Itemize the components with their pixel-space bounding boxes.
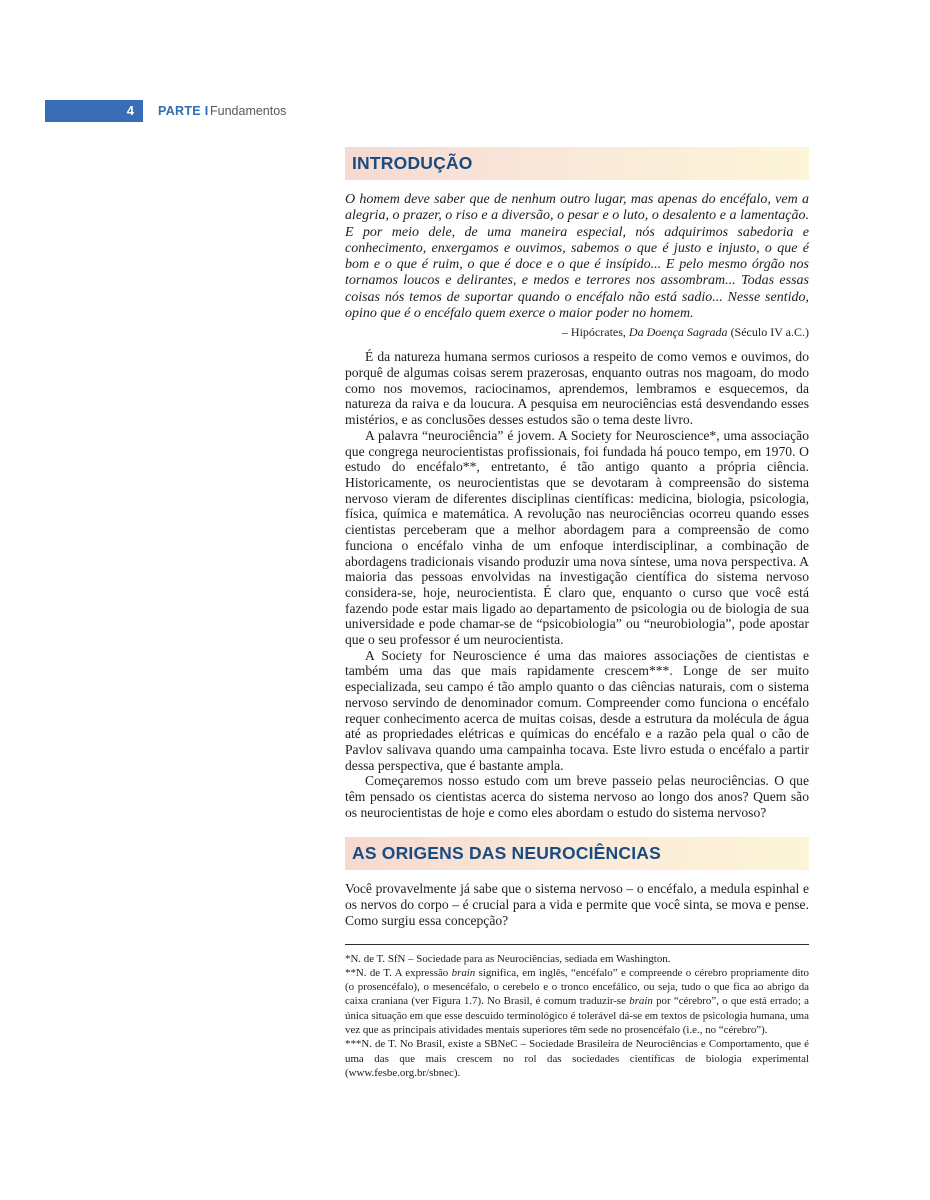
intro-paragraph: É da natureza humana sermos curiosos a respeito de como vemos e ouvimos, do porquê de algumas coisas serem prazerosas, enquanto outras nos magoam, do modo como nos movemos, raciocinamos, aprendemos, lembramos e esquecemos, da natureza da raiva e da loucura. A pesquisa em neurociências está desvendando esses mistérios, e as conclusões desses estudos são o tema deste livro.	[345, 349, 809, 428]
footnote-2-italic-term: brain	[629, 995, 653, 1008]
page-number: 4	[126, 103, 134, 118]
part-title: Fundamentos	[210, 104, 287, 118]
footnote-2-italic-term: brain	[451, 966, 476, 979]
section-heading-introducao: INTRODUÇÃO	[345, 147, 809, 180]
footnote-2-part: **N. de T. A expressão	[345, 966, 452, 979]
footnote-1: *N. de T. SfN – Sociedade para as Neurociências, sediada em Washington.	[345, 952, 671, 965]
section-heading-origens: AS ORIGENS DAS NEUROCIÊNCIAS	[345, 837, 809, 870]
intro-paragraph: A Society for Neuroscience é uma das maiores associações de cientistas e também uma das que mais rapidamente crescem***. Longe de ser muito especializada, seu campo é tão amplo quanto o das ciências naturais, com o sistema nervoso servindo de denominador comum. Compreender como funciona o encéfalo requer conhecimento acerca de muitas coisas, desde a estrutura da molécula de água até as propriedades elétricas e químicas do encéfalo e a razão pela qual o cão de Pavlov salivava quando uma campainha tocava. Este livro estuda o encéfalo a partir dessa perspectiva, que é bastante ampla.	[345, 647, 809, 773]
attribution-prefix: – Hipócrates,	[561, 325, 629, 340]
origins-paragraph: Você provavelmente já sabe que o sistema nervoso – o encéfalo, a medula espinhal e os nervos do corpo – é crucial para a vida e permite que você sinta, se mova e pense. Como surgiu essa concepção?	[345, 881, 809, 928]
intro-paragraph: A palavra “neurociência” é jovem. A Society for Neuroscience*, uma associação que congrega neurocientistas profissionais, foi fundada há pouco tempo, em 1970. O estudo do encéfalo**, entretanto, é tão antigo quanto a própria ciência. Historicamente, os neurocientistas que se devotaram à compreensão do sistema nervoso vieram de diferentes disciplinas científicas: medicina, biologia, psicologia, física, química e matemática. A revolução nas neurociências ocorreu quando esses cientistas perceberam que a melhor abordagem para a compreensão de como funciona o encéfalo vinha de um enfoque interdisciplinar, a combinação de abordagens tradicionais visando produzir uma nova síntese, uma nova perspectiva. A maioria das pessoas envolvidas na investigação científica do sistema nervoso considera-se, hoje, neurocientista. É claro que, enquanto o curso que você está fazendo pode estar mais ligado ao departamento de psicologia ou de biologia de sua universidade e pode chamar-se de “psicobiologia” ou “neurobiologia”, pode apostar que o seu professor é um neurocientista.	[345, 427, 809, 648]
attribution-suffix: (Século IV a.C.)	[727, 325, 809, 340]
part-label: PARTE I	[158, 104, 209, 118]
footnote-2	[345, 966, 809, 1037]
footnote-3: ***N. de T. No Brasil, existe a SBNeC – Sociedade Brasileira de Neurociências e Comportamento, que é uma das que mais crescem no rol das sociedades científicas de biologia experimental (www.fesbe.org.br/sbnec).	[345, 1038, 809, 1079]
running-head	[0, 100, 930, 122]
footnote-divider	[345, 944, 809, 945]
page-number-bar	[45, 100, 143, 122]
epigraph-quote: O homem deve saber que de nenhum outro lugar, mas apenas do encéfalo, vem a alegria, o prazer, o riso e a diversão, o pesar e o luto, o desalento e a lamentação. E por meio dele, de uma maneira especial, nós adquirimos sabedoria e conhecimento, enxergamos e ouvimos, sabemos o que é justo e injusto, o que é bom e o que é ruim, o que é doce e o que é insípido... E pelo mesmo órgão nos tornamos loucos e delirantes, e medos e terrores nos assombram... Todas essas coisas nós temos de suportar quando o encéfalo não está sadio... Nesse sentido, opino que é o encéfalo quem exerce o maior poder no homem.	[345, 192, 809, 322]
attribution-book-title: Da Doença Sagrada	[628, 325, 728, 340]
footnote-2-part: significa, em inglês, “encéfalo” e compreende o cérebro propriamente dito (o prosencéfalo), o mesencéfalo, o cerebelo e o tronco encefálico, ou seja, tudo o que fica ao abrigo da caixa craniana (ver Figura 1.7). No Brasil, é comum traduzir-se	[345, 966, 809, 1008]
intro-paragraph: Começaremos nosso estudo com um breve passeio pelas neurociências. O que têm pensado os cientistas acerca do sistema nervoso ao longo dos anos? Quem são os neurocientistas de hoje e como eles abordam o estudo do sistema nervoso?	[345, 773, 809, 820]
text-column	[345, 147, 809, 1080]
quote-attribution	[345, 325, 809, 340]
footnote-2-part: por “cérebro”, o que está errado; a única situação em que esse descuido terminológico é tolerável dá-se em textos de psicologia humana, uma vez que as principais atividades mentais superiores têm sede no prosencéfalo (i.e., no “cérebro”).	[345, 995, 809, 1037]
